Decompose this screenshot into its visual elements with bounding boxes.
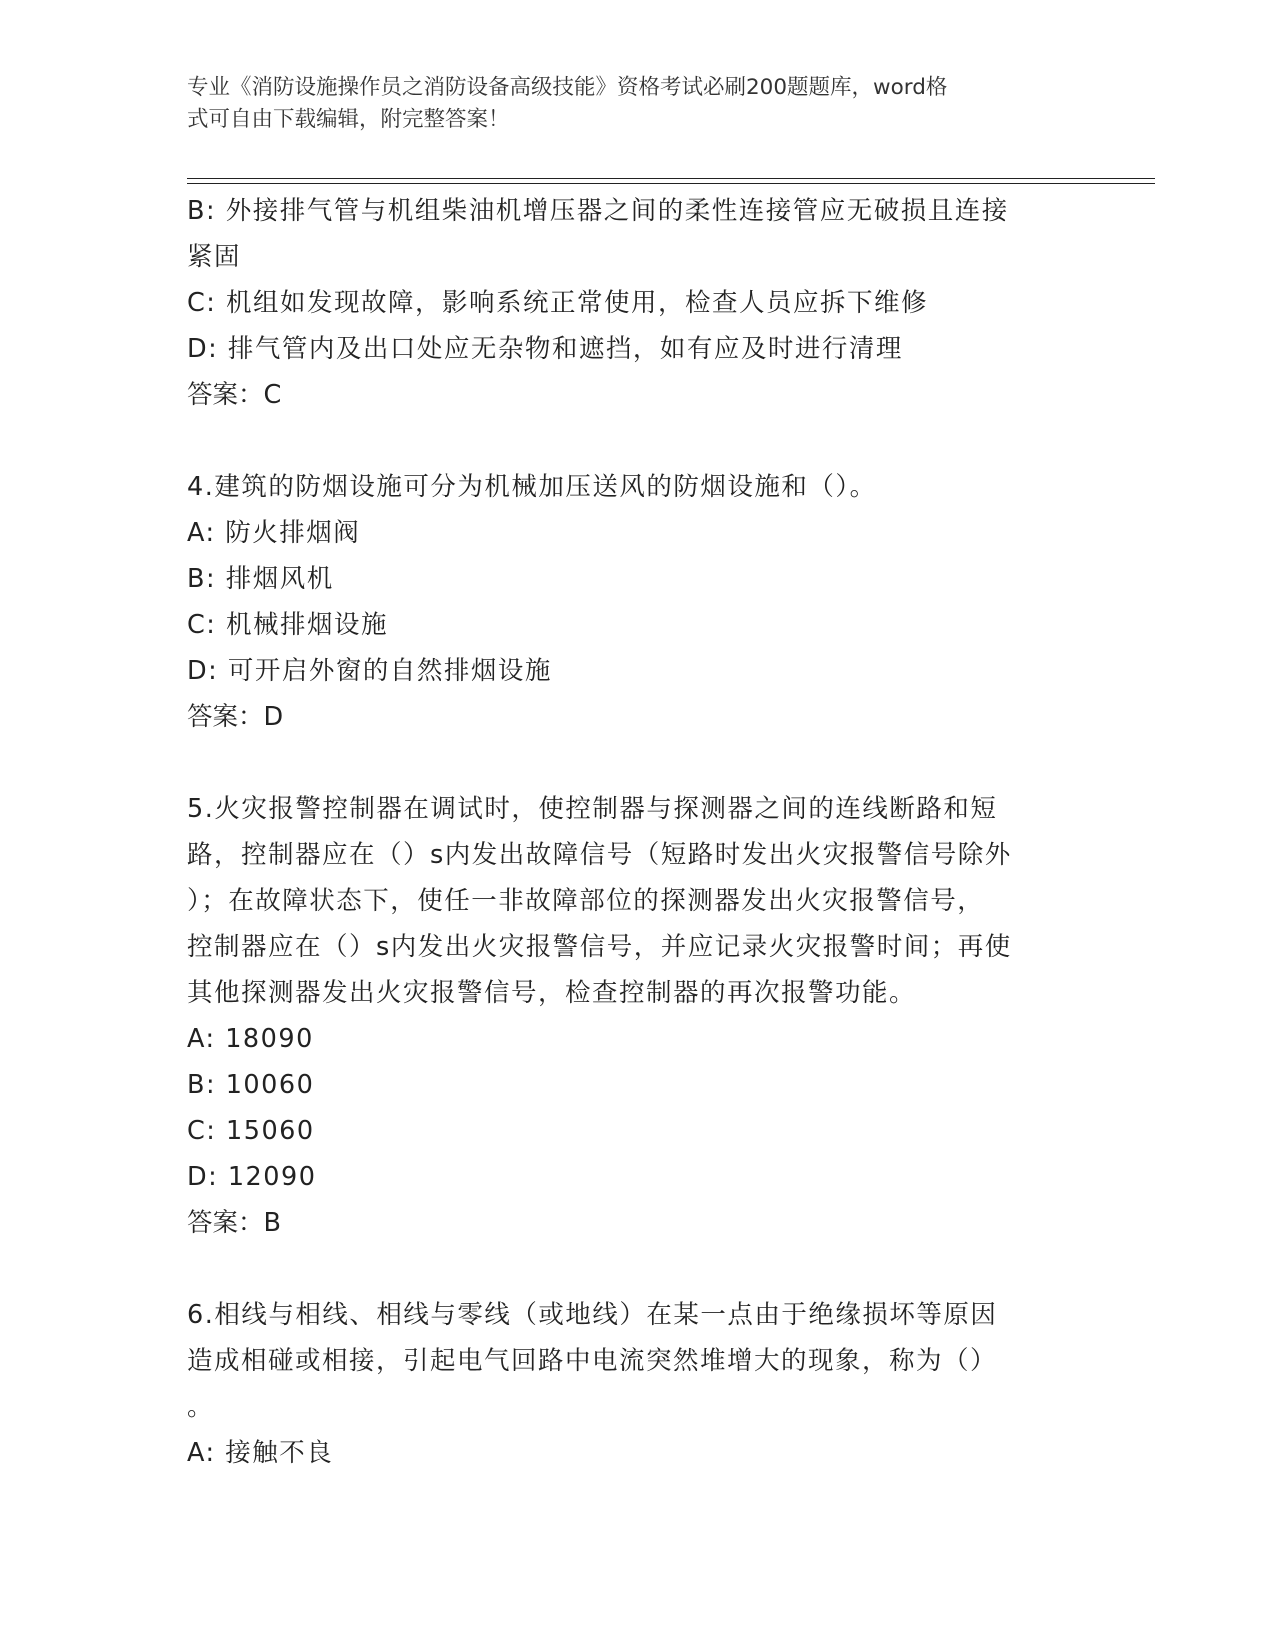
option-c: C: 机械排烟设施 [187,610,389,640]
spacer [187,1246,1087,1292]
question-4 [187,464,1087,740]
question-stem: 4.建筑的防烟设施可分为机械加压送风的防烟设施和（）。 [187,472,877,502]
option-b-line-2: 紧固 [187,242,242,272]
question-3 [187,188,1087,418]
header-title-line-1: 专业《消防设施操作员之消防设备高级技能》资格考试必刷200题题库，word格 [187,75,948,100]
option-b: B: 排烟风机 [187,564,334,594]
spacer [187,418,1087,464]
option-d: D: 排气管内及出口处应无杂物和遮挡，如有应及时进行清理 [187,334,903,364]
option-a: A: 接触不良 [187,1438,334,1468]
question-6 [187,1292,1087,1476]
option-a: A: 18090 [187,1024,314,1054]
question-stem-line-1: 5.火灾报警控制器在调试时，使控制器与探测器之间的连线断路和短 [187,794,998,824]
option-d: D: 12090 [187,1162,317,1192]
question-stem-line-3: 。 [187,1392,215,1422]
option-d: D: 可开启外窗的自然排烟设施 [187,656,552,686]
option-a: A: 防火排烟阀 [187,518,361,548]
document-header [187,72,1087,136]
question-stem-line-4: 控制器应在（）s内发出火灾报警信号，并应记录火灾报警时间；再使 [187,932,1012,962]
header-divider-bottom [187,183,1155,184]
question-stem-line-1: 6.相线与相线、相线与零线（或地线）在某一点由于绝缘损坏等原因 [187,1300,998,1330]
header-title-line-2: 式可自由下载编辑，附完整答案！ [187,107,510,132]
answer: 答案：D [187,702,284,732]
question-stem-line-5: 其他探测器发出火灾报警信号，检查控制器的再次报警功能。 [187,978,917,1008]
answer: 答案：B [187,1208,281,1238]
question-list [187,188,1087,1476]
option-c: C: 机组如发现故障，影响系统正常使用，检查人员应拆下维修 [187,288,929,318]
option-b: B: 10060 [187,1070,315,1100]
answer: 答案：C [187,380,282,410]
question-stem-line-2: 造成相碰或相接，引起电气回路中电流突然堆增大的现象，称为（） [187,1346,998,1376]
question-stem-line-3: ）；在故障状态下，使任一非故障部位的探测器发出火灾报警信号， [187,886,985,916]
option-c: C: 15060 [187,1116,315,1146]
spacer [187,740,1087,786]
question-5 [187,786,1087,1246]
option-b-line-1: B: 外接排气管与机组柴油机增压器之间的柔性连接管应无破损且连接 [187,196,1009,226]
header-divider-top [187,178,1155,179]
question-stem-line-2: 路，控制器应在（）s内发出故障信号（短路时发出火灾报警信号除外 [187,840,1012,870]
